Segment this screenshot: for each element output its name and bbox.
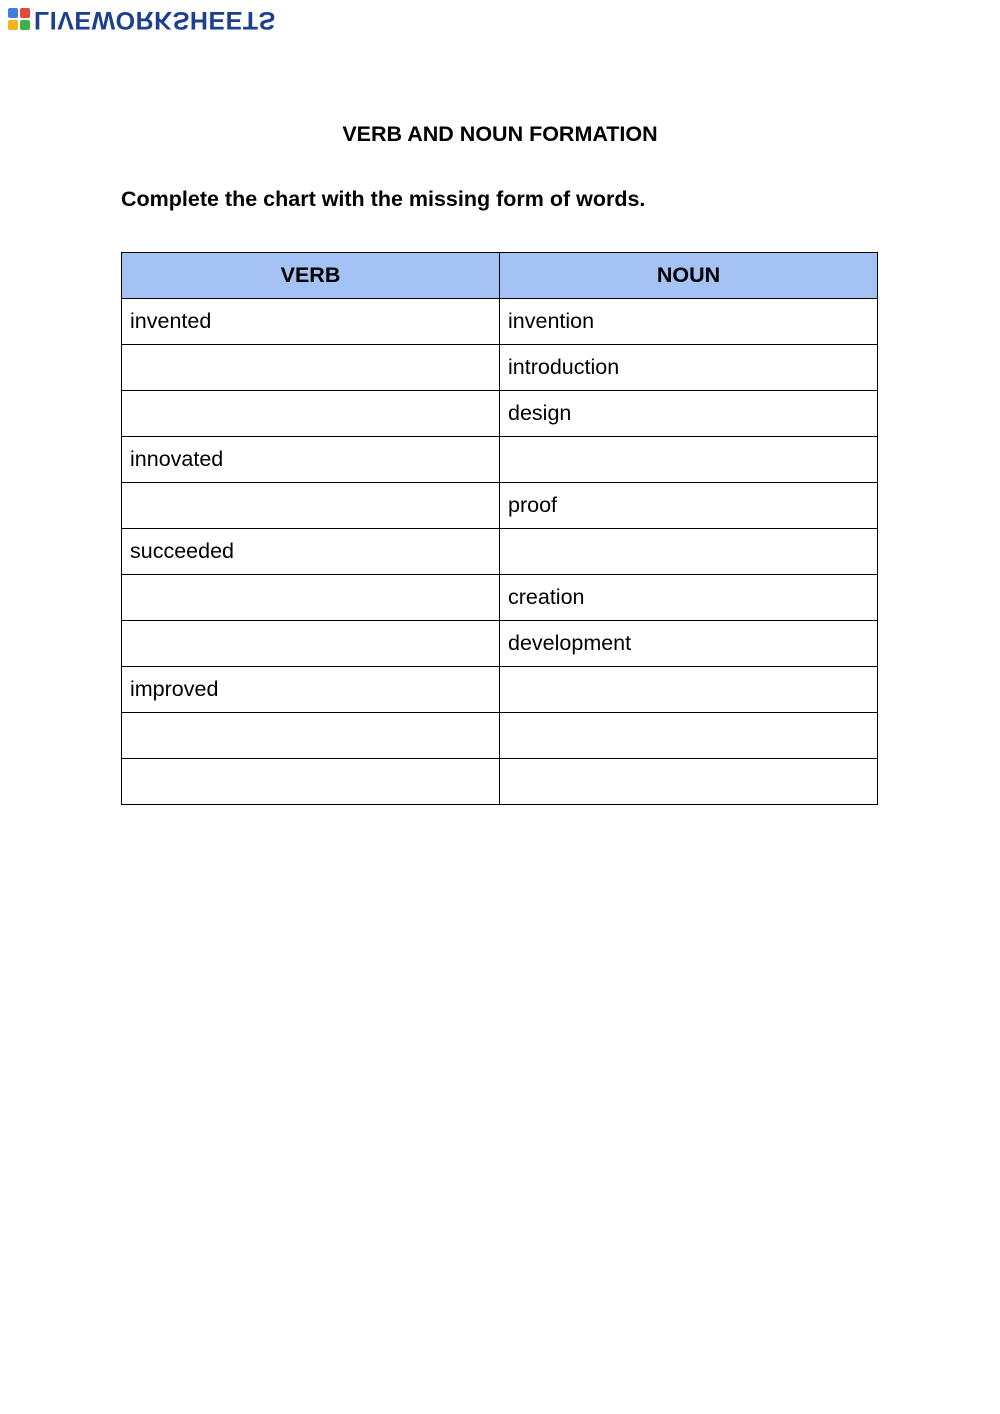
verb-cell[interactable]	[122, 483, 500, 529]
verb-cell[interactable]	[122, 759, 500, 805]
column-header-noun: NOUN	[500, 253, 878, 299]
verb-cell: innovated	[122, 437, 500, 483]
table-row	[122, 345, 878, 391]
logo-tile	[8, 20, 18, 30]
table-row	[122, 437, 878, 483]
table-row	[122, 713, 878, 759]
noun-cell[interactable]	[500, 759, 878, 805]
table-row	[122, 391, 878, 437]
instruction-text: Complete the chart with the missing form of words.	[121, 187, 646, 211]
noun-cell: development	[500, 621, 878, 667]
table-row	[122, 759, 878, 805]
verb-cell: invented	[122, 299, 500, 345]
table-row	[122, 529, 878, 575]
table-row	[122, 299, 878, 345]
noun-cell[interactable]	[500, 437, 878, 483]
logo-tile	[20, 8, 30, 18]
liveworksheets-logo	[8, 6, 276, 32]
verb-cell: improved	[122, 667, 500, 713]
verb-cell[interactable]	[122, 575, 500, 621]
table-row	[122, 621, 878, 667]
logo-tile	[8, 8, 18, 18]
verb-cell[interactable]	[122, 391, 500, 437]
logo-tile	[20, 20, 30, 30]
verb-cell: succeeded	[122, 529, 500, 575]
verb-noun-table	[121, 252, 878, 805]
logo-blocks-icon	[8, 8, 30, 30]
noun-cell[interactable]	[500, 713, 878, 759]
page-title: VERB AND NOUN FORMATION	[342, 122, 658, 146]
noun-cell: design	[500, 391, 878, 437]
verb-cell[interactable]	[122, 345, 500, 391]
verb-cell[interactable]	[122, 713, 500, 759]
noun-cell: introduction	[500, 345, 878, 391]
noun-cell: proof	[500, 483, 878, 529]
verb-cell[interactable]	[122, 621, 500, 667]
noun-cell: creation	[500, 575, 878, 621]
noun-cell[interactable]	[500, 529, 878, 575]
table-row	[122, 667, 878, 713]
table-header-row	[122, 253, 878, 299]
noun-cell[interactable]	[500, 667, 878, 713]
noun-cell: invention	[500, 299, 878, 345]
table-row	[122, 483, 878, 529]
logo-text: LIVEWORKSHEETS	[34, 5, 276, 34]
table-row	[122, 575, 878, 621]
column-header-verb: VERB	[122, 253, 500, 299]
